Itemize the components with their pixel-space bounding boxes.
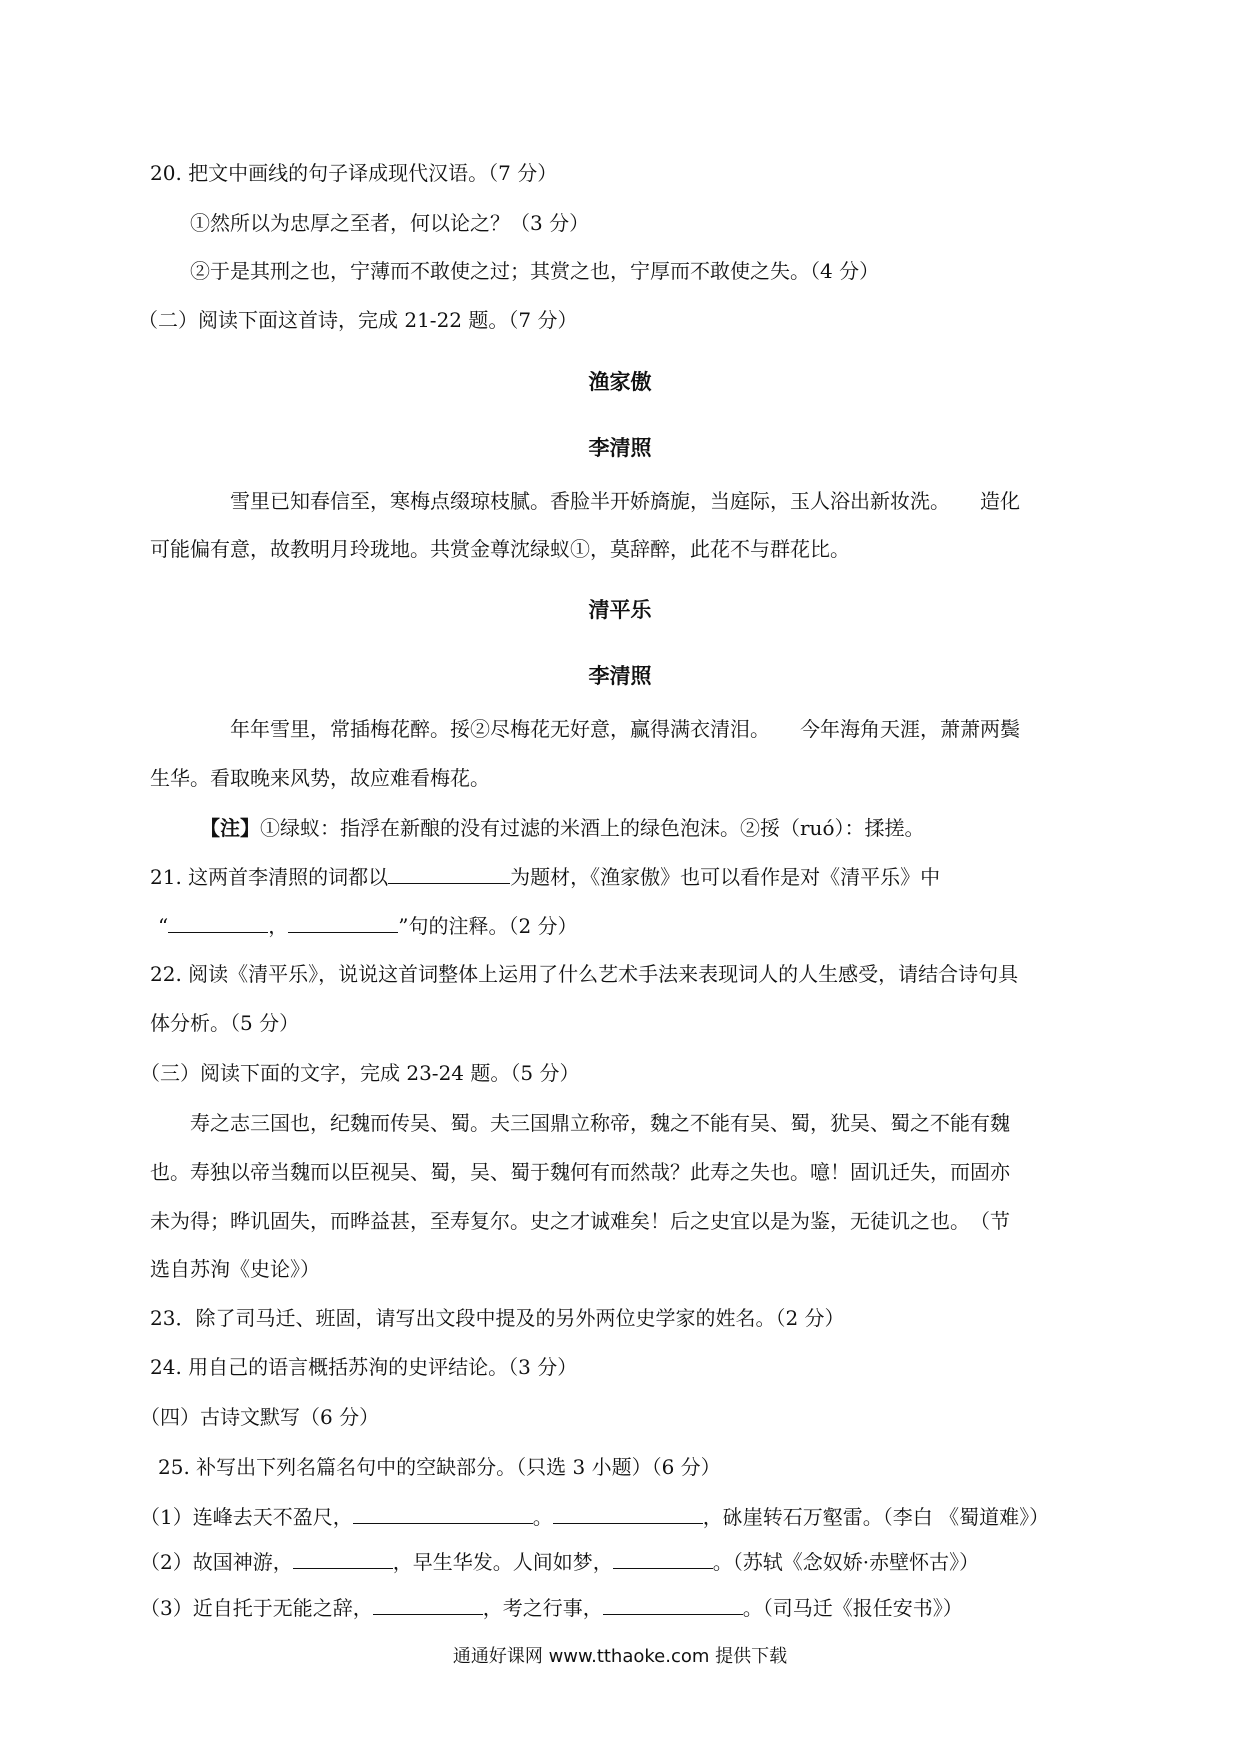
poem1-author: 李清照 (588, 436, 652, 460)
annotation-note (200, 815, 924, 841)
q21-text-e: ”句的注释。（2 分） (398, 914, 578, 938)
q25-1-text-b: 。 (532, 1505, 553, 1529)
passage-line-3: 未为得；晔讥固失，而晔益甚，至寿复尔。史之才诚难矣！后之史宜以是为鉴，无徒讥之也。 （节 (150, 1209, 1010, 1233)
q21-blank-1[interactable] (388, 863, 510, 884)
q24: 24. 用自己的语言概括苏洵的史评结论。（3 分） (150, 1355, 578, 1379)
q25-3-text-b: ，考之行事， (482, 1596, 603, 1620)
passage-line-4: 选自苏洵《史论》） (150, 1257, 320, 1281)
q25-3-blank-1[interactable] (373, 1594, 483, 1615)
poem2-title: 清平乐 (588, 598, 652, 622)
q21-line-2 (158, 912, 578, 939)
q25-2-blank-1[interactable] (293, 1548, 393, 1569)
q25-item-2 (140, 1548, 979, 1575)
poem1-line-2: 可能偏有意，故教明月玲珑地。共赏金尊沈绿蚁①，莫辞醉，此花不与群花比。 (150, 537, 850, 561)
q21-text-a: 21. 这两首李清照的词都以 (150, 865, 389, 889)
q21-text-b: 为题材，《渔家傲》也可以看作是对《清平乐》中 (510, 865, 941, 889)
section-4-heading: （四）古诗文默写（6 分） (140, 1405, 380, 1429)
q25-1-text-a: （1）连峰去天不盈尺， (140, 1505, 353, 1529)
q25-3-text-a: （3）近自托于无能之辞， (140, 1596, 373, 1620)
poem1-title: 渔家傲 (588, 370, 652, 394)
poem2-author: 李清照 (588, 664, 652, 688)
q20-title: 20. 把文中画线的句子译成现代汉语。（7 分） (150, 161, 558, 185)
q23: 23．除了司马迁、班固，请写出文段中提及的另外两位史学家的姓名。（2 分） (150, 1306, 845, 1330)
q21-text-c: “ (158, 914, 169, 938)
q25-2-blank-2[interactable] (613, 1548, 713, 1569)
q25-3-text-c: 。（司马迁《报任安书》） (742, 1596, 963, 1620)
q21-text-d: ， (268, 914, 289, 938)
q25-1-blank-1[interactable] (353, 1503, 533, 1524)
q25-3-blank-2[interactable] (603, 1594, 743, 1615)
section-3-heading: （三）阅读下面的文字，完成 23-24 题。（5 分） (140, 1061, 580, 1085)
passage-line-1: 寿之志三国也，纪魏而传吴、蜀。夫三国鼎立称帝，魏之不能有吴、蜀，犹吴、蜀之不能有魏 (190, 1111, 1010, 1135)
q25-2-text-c: 。（苏轼《念奴娇·赤壁怀古》） (712, 1550, 980, 1574)
q25-item-1 (140, 1503, 1049, 1530)
poem2-line-1: 年年雪里，常插梅花醉。挼②尽梅花无好意，赢得满衣清泪。 今年海角天涯，萧萧两鬓 (230, 717, 1020, 741)
page-footer: 通通好课网 www.tthaoke.com 提供下载 (452, 1646, 788, 1667)
q22-line-2: 体分析。（5 分） (150, 1011, 300, 1035)
q21-line-1 (150, 863, 940, 890)
poem1-line-1: 雪里已知春信至，寒梅点缀琼枝腻。香脸半开娇旖旎，当庭际，玉人浴出新妆洗。 造化 (230, 489, 1020, 513)
q25-2-text-b: ，早生华发。人间如梦， (392, 1550, 613, 1574)
q25-2-text-a: （2）故国神游， (140, 1550, 293, 1574)
q22-line-1: 22. 阅读《清平乐》，说说这首词整体上运用了什么艺术手法来表现词人的人生感受，请结合诗句具 (150, 962, 1019, 986)
q25-1-text-c: ，砯崖转石万壑雷。（李白 《蜀道难》） (702, 1505, 1050, 1529)
note-tag: 【注】 (200, 816, 260, 840)
q20-sentence-2: ②于是其刑之也，宁薄而不敢使之过；其赏之也，宁厚而不敢使之失。（4 分） (190, 259, 880, 283)
note-text: ①绿蚁：指浮在新酿的没有过滤的米酒上的绿色泡沫。②挼（ruó）：揉搓。 (260, 816, 925, 840)
q25-1-blank-2[interactable] (553, 1503, 703, 1524)
poem2-line-2: 生华。看取晚来风势，故应难看梅花。 (150, 766, 490, 790)
q25-title: 25. 补写出下列名篇名句中的空缺部分。（只选 3 小题）（6 分） (158, 1455, 721, 1479)
section-2-heading: （二）阅读下面这首诗，完成 21-22 题。（7 分） (138, 308, 578, 332)
q21-blank-2[interactable] (168, 912, 268, 933)
q20-sentence-1: ①然所以为忠厚之至者，何以论之？（3 分） (190, 211, 590, 235)
q21-blank-3[interactable] (288, 912, 398, 933)
passage-line-2: 也。寿独以帝当魏而以臣视吴、蜀，吴、蜀于魏何有而然哉？此寿之失也。噫！固讥迁失，而固亦 (150, 1160, 1010, 1184)
q25-item-3 (140, 1594, 963, 1621)
